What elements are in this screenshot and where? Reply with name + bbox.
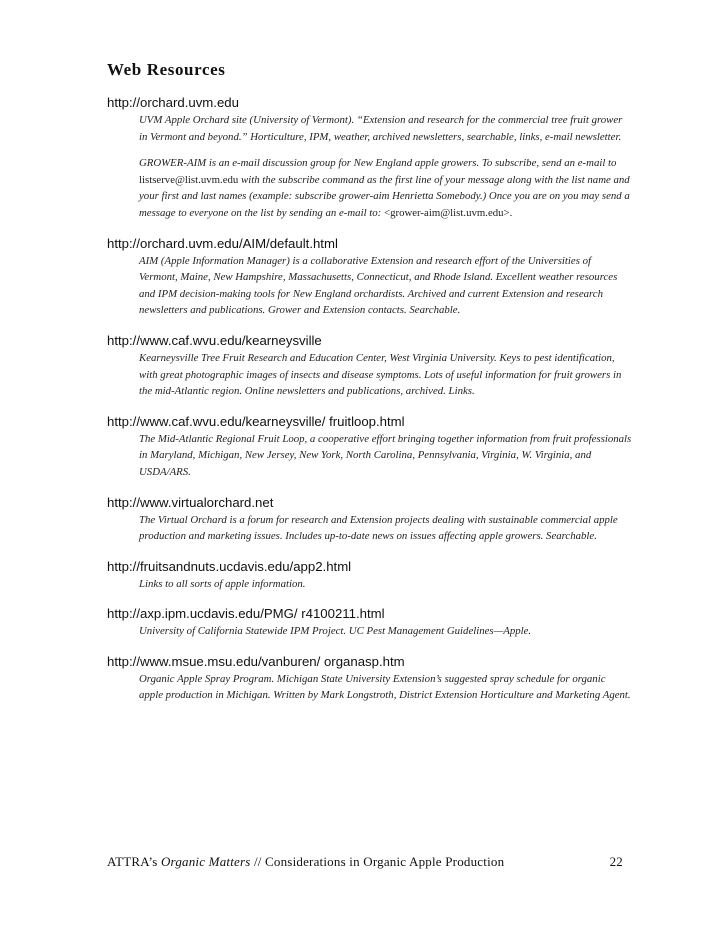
page-number: 22: [609, 854, 623, 869]
mailing-list-text-2: with the subscribe command as the first line of your message along with the list name and your first and last names (example: subscribe grower-aim Henrietta Somebody.) Once you are on you may send a message to everyone on the list by sending an e-mail to:: [139, 173, 630, 219]
resource-entry: [107, 235, 632, 319]
mailing-list-text: GROWER-AIM is an e-mail discussion group for New England apple growers. To subscribe, send an e-mail to: [139, 157, 617, 170]
resource-entry: [107, 332, 632, 400]
spacer: [107, 481, 632, 494]
listserve-email[interactable]: listserve@list.uvm.edu: [139, 173, 239, 186]
resource-url[interactable]: http://www.caf.wvu.edu/kearneysville: [107, 332, 322, 348]
footer-series: Organic Matters: [160, 854, 251, 869]
resource-entry: [107, 413, 632, 481]
resource-description: Links to all sorts of apple information.: [139, 577, 306, 590]
resource-description-mailing-list: [139, 155, 632, 221]
spacer: [107, 400, 632, 413]
resource-url[interactable]: http://orchard.uvm.edu/AIM/default.html: [107, 235, 338, 251]
resource-description: University of California Statewide IPM Project. UC Pest Management Guidelines—Apple.: [139, 625, 532, 638]
spacer: [107, 222, 632, 235]
resource-entry: [107, 494, 632, 545]
footer-suffix: // Considerations in Organic Apple Production: [250, 854, 505, 869]
spacer: [107, 592, 632, 605]
spacer: [107, 319, 632, 332]
footer-title: [107, 854, 504, 870]
resource-list: [107, 94, 632, 704]
resource-entry: [107, 653, 632, 704]
page-footer: [107, 854, 623, 870]
resource-url[interactable]: http://orchard.uvm.edu: [107, 95, 239, 110]
resource-url[interactable]: http://www.virtualorchard.net: [107, 494, 274, 510]
resource-entry: [107, 94, 632, 222]
resource-description: AIM (Apple Information Manager) is a collaborative Extension and research effort of the Universities of Vermont, Maine, New Hampshire, Massachusetts, Connecticut, and Rhode Island. Excellent weather resources and IPM decision-making tools for New England orchardists. Archived and current Extension and research newsletters and publications. Grower and Extension contacts. Searchable.: [139, 254, 618, 317]
section-heading: Web Resources: [107, 60, 226, 79]
spacer: [107, 640, 632, 653]
resource-description: Kearneysville Tree Fruit Research and Education Center, West Virginia University. Keys to pest identification, with great photographic images of insects and disease symptoms. Lots of useful information for fruit growers in the mid-Atlantic region. Online newsletters and publications, archived. Links.: [139, 351, 622, 398]
spacer: [107, 545, 632, 558]
resource-description: Organic Apple Spray Program. Michigan State University Extension’s suggested spray schedule for organic apple production in Michigan. Written by Mark Longstroth, District Extension Horticulture and Marketing Agent.: [139, 672, 631, 702]
resource-url[interactable]: http://www.msue.msu.edu/vanburen/ organasp.htm: [107, 653, 405, 669]
resource-url[interactable]: http://fruitsandnuts.ucdavis.edu/app2.html: [107, 558, 352, 574]
resource-entry: [107, 605, 632, 640]
footer-prefix: ATTRA’s: [107, 854, 161, 869]
grower-aim-email[interactable]: <grower-aim@list.uvm.edu>.: [383, 206, 513, 219]
resource-description: UVM Apple Orchard site (University of Vermont). “Extension and research for the commercial tree fruit grower in Vermont and beyond.” Horticulture, IPM, weather, archived newsletters, searchable, links, e-mail newsletter.: [139, 114, 623, 143]
resource-description: The Virtual Orchard is a forum for research and Extension projects dealing with sustainable commercial apple production and marketing issues. Includes up-to-date news on issues affecting apple growers. Searchable.: [139, 513, 618, 543]
resource-url[interactable]: http://www.caf.wvu.edu/kearneysville/ fruitloop.html: [107, 413, 405, 429]
resource-url[interactable]: http://axp.ipm.ucdavis.edu/PMG/ r4100211.html: [107, 606, 385, 622]
resource-entry: [107, 558, 632, 593]
resource-description: The Mid-Atlantic Regional Fruit Loop, a cooperative effort bringing together information from fruit professionals in Maryland, Michigan, New Jersey, New York, North Carolina, Pennsylvania, Virginia, W. Virginia, and USDA/ARS.: [139, 432, 632, 478]
